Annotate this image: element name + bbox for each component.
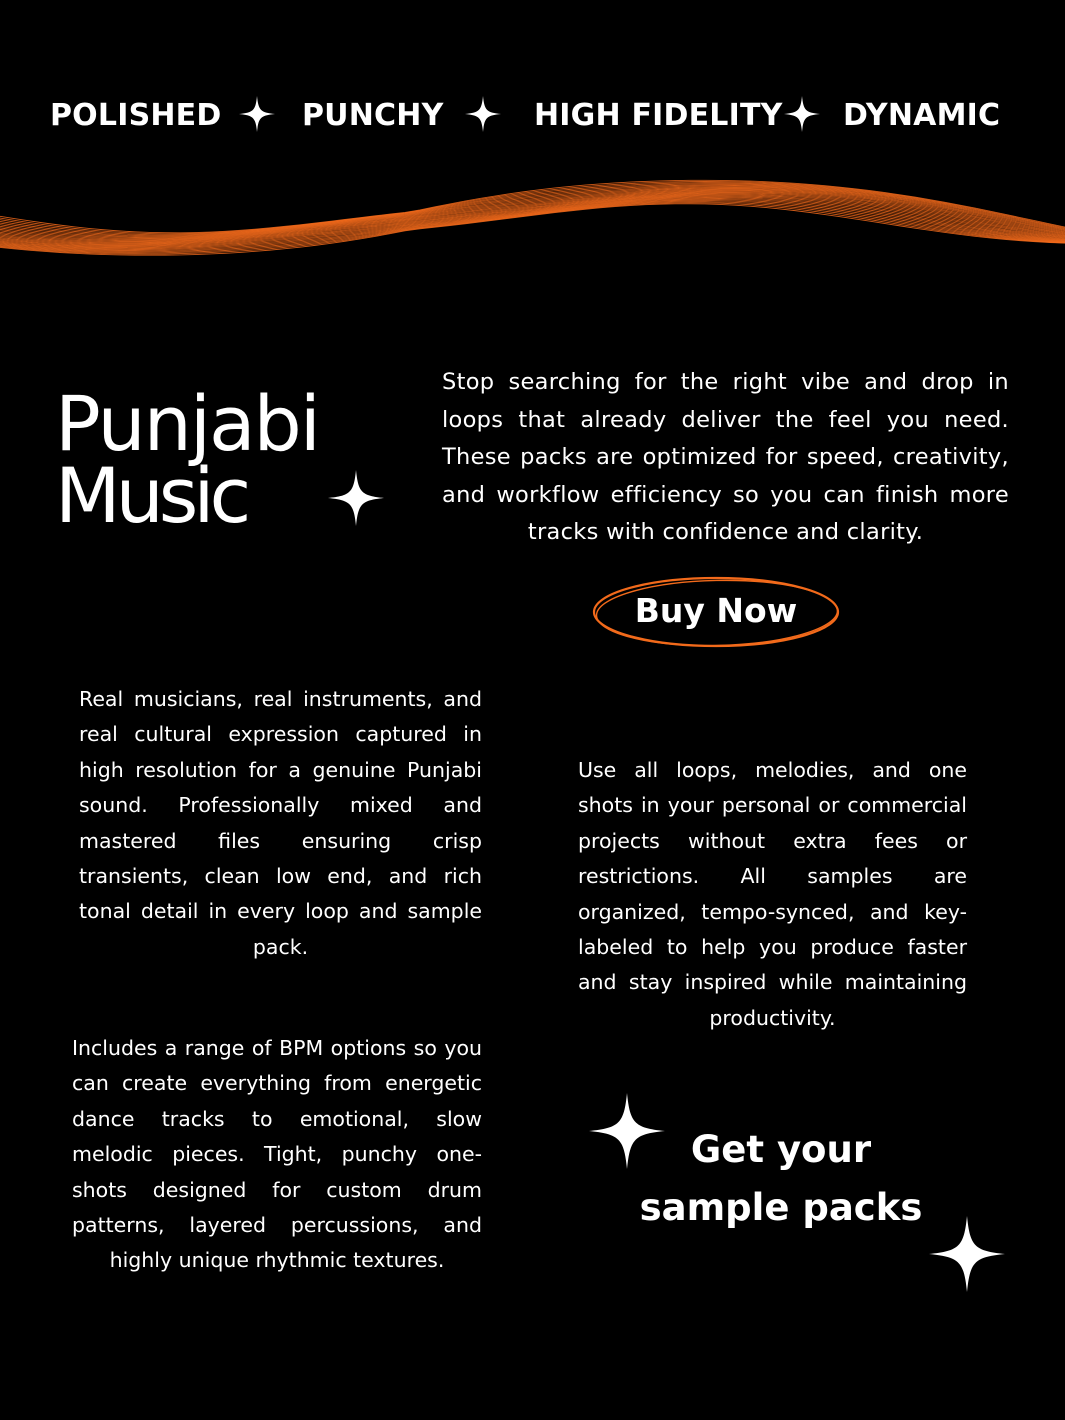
sparkle-star-icon bbox=[328, 470, 384, 526]
buy-now-label: Buy Now bbox=[634, 591, 798, 630]
feature-paragraph-license: Use all loops, melodies, and one shots in your personal or commercial projects without extra fees or restrictions. All samples are organized, tempo-synced, and key-labeled to help you produce faster and stay inspired while maintaining productivity. bbox=[578, 758, 967, 1030]
punjabi-music-logo bbox=[55, 379, 415, 550]
cta-heading bbox=[600, 1121, 962, 1237]
tagline-item-dynamic: DYNAMIC bbox=[843, 98, 1001, 133]
tagline-item-punchy: PUNCHY bbox=[302, 98, 444, 133]
intro-paragraph: Stop searching for the right vibe and drop in loops that already deliver the feel you need. These packs are optimized for speed, creativity, and workflow efficiency so you can finish more tracks with confidence and clarity. bbox=[442, 369, 1009, 545]
buy-now-button[interactable] bbox=[592, 575, 840, 649]
sparkle-star-icon bbox=[784, 96, 820, 132]
cta-line-1: Get your bbox=[690, 1128, 872, 1171]
cta-line-2: sample packs bbox=[639, 1186, 923, 1229]
logo-word-music: Music bbox=[55, 451, 247, 540]
tagline-row bbox=[0, 92, 1065, 142]
feature-paragraph-bpm-options: Includes a range of BPM options so you can create everything from energetic dance tracks to emotional, slow melodic pieces. Tight, punchy one-shots designed for custom drum patterns, layered percussions, and highly unique rhythmic textures. bbox=[72, 1036, 482, 1273]
orange-wave-decoration bbox=[0, 170, 1065, 270]
tagline-item-polished: POLISHED bbox=[50, 98, 222, 133]
logo-word-punjabi: Punjabi bbox=[55, 379, 319, 468]
feature-paragraph-real-musicians: Real musicians, real instruments, and real cultural expression captured in high resolution for a genuine Punjabi sound. Professionally mixed and mastered files ensuring crisp transients, clean low end, and rich tonal detail in every loop and sample pack. bbox=[79, 687, 482, 959]
sparkle-star-icon bbox=[465, 96, 501, 132]
sparkle-star-icon bbox=[929, 1216, 1005, 1292]
sparkle-star-icon bbox=[239, 96, 275, 132]
tagline-item-high-fidelity: HIGH FIDELITY bbox=[534, 98, 783, 133]
